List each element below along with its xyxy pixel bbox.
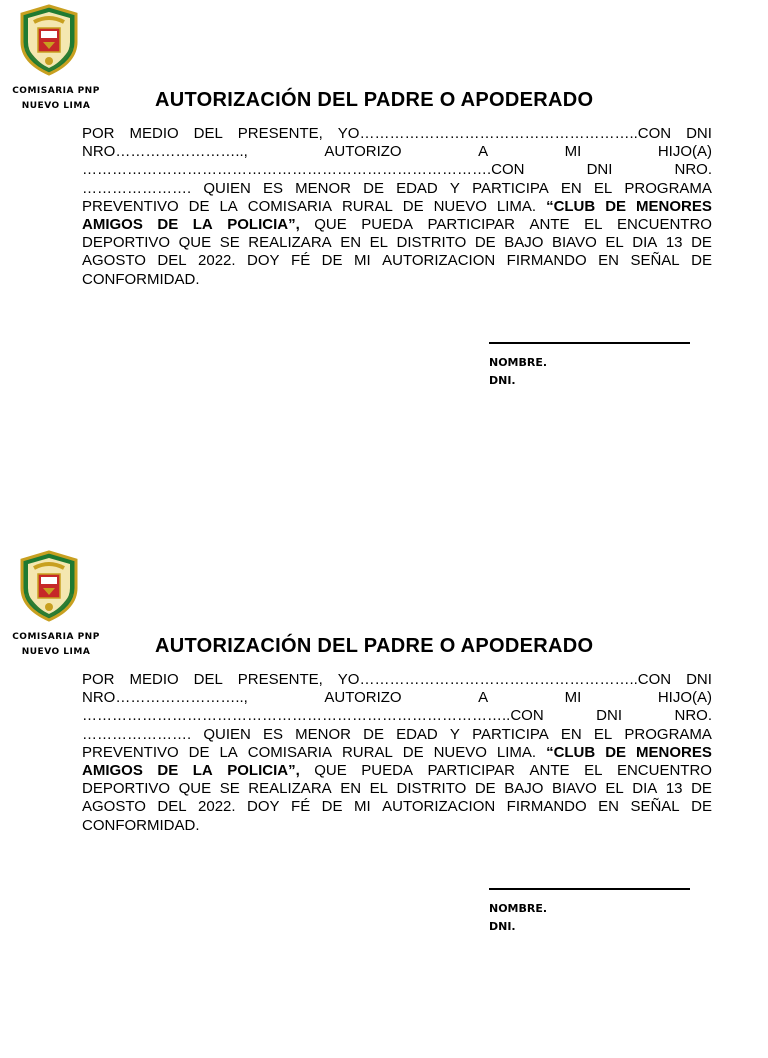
station-name — [6, 84, 106, 114]
paragraph-word: FÉ — [291, 252, 311, 270]
paragraph-word: DNI — [686, 125, 712, 142]
paragraph-word: POLICIA”, — [227, 762, 300, 780]
paragraph-word: RURAL — [341, 743, 393, 761]
paragraph-word: PREVENTIVO — [82, 197, 179, 215]
authorization-form-1 — [0, 0, 768, 512]
paragraph-word: PUEDA — [361, 216, 413, 234]
paragraph-word: DE — [402, 743, 424, 761]
paragraph-word: DEPORTIVO — [82, 780, 171, 798]
paragraph-word: LA — [219, 743, 238, 761]
paragraph-word: EL — [593, 179, 613, 197]
paragraph-word: DEL — [193, 125, 223, 142]
station-name — [6, 630, 106, 660]
paragraph-word: ENCUENTRO — [616, 216, 712, 234]
paragraph-word: EDAD — [396, 179, 438, 197]
paragraph-word: MI — [353, 798, 371, 816]
paragraph-word: AUTORIZO — [324, 689, 402, 707]
paragraph-word: QUE — [178, 780, 212, 798]
paragraph-line-4 — [82, 726, 712, 744]
paragraph-word: QUE — [178, 234, 212, 252]
paragraph-word: AUTORIZACION — [382, 252, 496, 270]
paragraph-word: EN — [560, 725, 582, 743]
paragraph-line-8 — [82, 798, 712, 816]
paragraph-word: DE — [605, 197, 627, 215]
paragraph-word: QUE — [314, 216, 347, 234]
paragraph-word: MI — [564, 689, 582, 707]
paragraph-word: Y — [449, 179, 460, 197]
paragraph-word: POLICIA”, — [227, 216, 300, 234]
paragraph-word: DISTRITO — [396, 780, 467, 798]
paragraph-word: DE — [188, 743, 210, 761]
paragraph-word: COMISARIA — [247, 197, 332, 215]
paragraph-word: EL — [593, 725, 613, 743]
paragraph-word: LA — [192, 216, 213, 234]
paragraph-word: EL — [584, 216, 603, 234]
paragraph-word: AGOSTO — [82, 252, 146, 270]
paragraph-word: MI — [564, 143, 582, 161]
paragraph-line-2 — [82, 143, 712, 161]
paragraph-word: MENOR — [295, 179, 351, 197]
paragraph-word: EL — [369, 234, 388, 252]
paragraph-word: PRESENTE, — [237, 125, 323, 142]
paragraph-word: …………………. — [82, 179, 192, 197]
paragraph-line-1 — [82, 671, 712, 689]
paragraph-word: AMIGOS — [82, 216, 143, 234]
paragraph-word: PARTICIPA — [472, 725, 549, 743]
paragraph-word: …………………………………………………………………………..CON — [82, 707, 544, 725]
paragraph-word: FIRMANDO — [506, 798, 587, 816]
paragraph-word: PARTICIPAR — [427, 762, 516, 780]
paragraph-word: EN — [560, 179, 582, 197]
paragraph-line-7 — [82, 780, 712, 798]
paragraph-word: DEL — [157, 798, 187, 816]
paragraph-word: DOY — [247, 798, 280, 816]
paragraph-word: 2022. — [198, 252, 236, 270]
paragraph-word: AGOSTO — [82, 798, 146, 816]
paragraph-word: DE — [691, 234, 712, 252]
paragraph-word: ES — [262, 725, 283, 743]
paragraph-word: DE — [321, 798, 343, 816]
paragraph-word: PREVENTIVO — [82, 743, 179, 761]
paragraph-word: HIJO(A) — [657, 143, 712, 161]
paragraph-word: YO………………………………………………..CON — [337, 125, 672, 142]
paragraph-word: CONFORMIDAD. — [82, 816, 200, 834]
paragraph-word: DNI — [686, 671, 712, 688]
paragraph-word: AMIGOS — [82, 762, 143, 780]
paragraph-word: LA — [219, 197, 238, 215]
paragraph-word: DE — [605, 743, 627, 761]
paragraph-word: COMISARIA — [247, 743, 332, 761]
paragraph-word: DIA — [632, 780, 658, 798]
paragraph-word: PUEDA — [361, 762, 413, 780]
paragraph-word: SE — [219, 780, 240, 798]
paragraph-word: NRO…………………….., — [82, 143, 248, 161]
paragraph-word: LIMA. — [496, 743, 537, 761]
signature-name-label: NOMBRE. — [489, 356, 548, 369]
paragraph-word: REALIZARA — [248, 780, 332, 798]
paragraph-word: MEDIO — [129, 671, 179, 688]
paragraph-word: CONFORMIDAD. — [82, 270, 200, 288]
paragraph-word: EN — [598, 798, 619, 816]
paragraph-word: ENCUENTRO — [616, 762, 712, 780]
paragraph-word: BIAVO — [552, 780, 597, 798]
signature-line — [489, 888, 690, 890]
signature-line — [489, 342, 690, 344]
paragraph-word: 13 — [665, 234, 683, 252]
paragraph-word: MENORES — [636, 743, 712, 761]
paragraph-word: ES — [262, 179, 283, 197]
form-title: AUTORIZACIÓN DEL PADRE O APODERADO — [155, 89, 594, 111]
paragraph-word: DEPORTIVO — [82, 234, 171, 252]
paragraph-word: EL — [369, 780, 388, 798]
paragraph-line-5 — [82, 744, 712, 762]
paragraph-line-3 — [82, 161, 712, 179]
paragraph-word: “CLUB — [546, 743, 596, 761]
paragraph-word: NRO…………………….., — [82, 689, 248, 707]
paragraph-word: FIRMANDO — [506, 252, 587, 270]
paragraph-word: SEÑAL — [630, 252, 680, 270]
paragraph-word: DE — [474, 780, 496, 798]
paragraph-word: EL — [605, 780, 624, 798]
paragraph-word: QUE — [314, 762, 347, 780]
paragraph-line-6 — [82, 762, 712, 780]
paragraph-word: NRO. — [674, 707, 712, 725]
paragraph-word: FÉ — [291, 798, 311, 816]
paragraph-word: QUIEN — [203, 179, 251, 197]
paragraph-word: MENORES — [636, 197, 712, 215]
paragraph-word: DE — [363, 725, 384, 743]
paragraph-word: DE — [363, 179, 384, 197]
paragraph-word: MEDIO — [129, 125, 179, 142]
paragraph-line-8 — [82, 252, 712, 270]
signature-dni-label: DNI. — [489, 920, 516, 933]
paragraph-word: SEÑAL — [630, 798, 680, 816]
paragraph-word: EL — [584, 762, 603, 780]
paragraph-word: DIA — [632, 234, 658, 252]
paragraph-word: HIJO(A) — [657, 689, 712, 707]
paragraph-word: DE — [321, 252, 343, 270]
station-line-2: NUEVO LIMA — [21, 647, 91, 657]
paragraph-word: DEL — [193, 671, 223, 688]
paragraph-word: DNI — [586, 161, 613, 179]
paragraph-word: LA — [192, 762, 213, 780]
police-crest-icon — [16, 4, 82, 76]
paragraph-word: “CLUB — [546, 197, 596, 215]
paragraph-word: 2022. — [198, 798, 236, 816]
paragraph-word: EN — [340, 234, 362, 252]
paragraph-word: PRESENTE, — [237, 671, 323, 688]
paragraph-word: BIAVO — [552, 234, 597, 252]
paragraph-line-3 — [82, 707, 712, 725]
signature-name-label: NOMBRE. — [489, 902, 548, 915]
paragraph-line-5 — [82, 198, 712, 216]
paragraph-word: Y — [449, 725, 460, 743]
paragraph-line-9 — [82, 271, 712, 289]
paragraph-word: …………………. — [82, 725, 192, 743]
paragraph-word: PARTICIPA — [472, 179, 549, 197]
paragraph-word: EDAD — [396, 725, 438, 743]
paragraph-word: LIMA. — [496, 197, 537, 215]
paragraph-word: EN — [340, 780, 362, 798]
station-line-1: COMISARIA PNP — [12, 632, 100, 642]
police-crest-icon — [16, 550, 82, 622]
paragraph-word: MENOR — [295, 725, 351, 743]
paragraph-word: DISTRITO — [396, 234, 467, 252]
paragraph-word: A — [478, 689, 489, 707]
paragraph-line-9 — [82, 817, 712, 835]
paragraph-word: BAJO — [504, 780, 544, 798]
paragraph-word: POR — [82, 125, 115, 142]
authorization-form-2 — [0, 546, 768, 1058]
paragraph-line-4 — [82, 180, 712, 198]
paragraph-word: POR — [82, 671, 115, 688]
paragraph-line-6 — [82, 216, 712, 234]
authorization-paragraph — [82, 125, 712, 289]
paragraph-word: MI — [353, 252, 371, 270]
paragraph-word: DE — [691, 780, 712, 798]
paragraph-word: PROGRAMA — [624, 179, 712, 197]
paragraph-word: YO………………………………………………..CON — [337, 671, 672, 688]
signature-dni-label: DNI. — [489, 374, 516, 387]
paragraph-word: ANTE — [529, 216, 570, 234]
station-line-2: NUEVO LIMA — [21, 101, 91, 111]
paragraph-word: DE — [402, 197, 424, 215]
paragraph-word: QUIEN — [203, 725, 251, 743]
paragraph-word: DEL — [157, 252, 187, 270]
paragraph-word: 13 — [665, 780, 683, 798]
paragraph-word: ANTE — [529, 762, 570, 780]
paragraph-word: DE — [188, 197, 210, 215]
paragraph-word: RURAL — [341, 197, 393, 215]
authorization-paragraph — [82, 671, 712, 835]
paragraph-word: NUEVO — [433, 743, 487, 761]
paragraph-word: DE — [691, 798, 712, 816]
form-title: AUTORIZACIÓN DEL PADRE O APODERADO — [155, 635, 594, 657]
paragraph-word: DE — [691, 252, 712, 270]
paragraph-word: DOY — [247, 252, 280, 270]
paragraph-word: BAJO — [504, 234, 544, 252]
paragraph-word: A — [478, 143, 489, 161]
station-line-1: COMISARIA PNP — [12, 86, 100, 96]
paragraph-line-7 — [82, 234, 712, 252]
paragraph-word: ……………………………………………………………………….CON — [82, 161, 525, 179]
paragraph-word: REALIZARA — [248, 234, 332, 252]
paragraph-word: EN — [598, 252, 619, 270]
paragraph-word: AUTORIZACION — [382, 798, 496, 816]
paragraph-word: DE — [157, 762, 179, 780]
paragraph-word: NRO. — [674, 161, 712, 179]
paragraph-word: PARTICIPAR — [427, 216, 516, 234]
paragraph-word: DE — [474, 234, 496, 252]
paragraph-word: PROGRAMA — [624, 725, 712, 743]
paragraph-word: DE — [157, 216, 179, 234]
paragraph-line-2 — [82, 689, 712, 707]
paragraph-word: SE — [219, 234, 240, 252]
paragraph-word: DNI — [596, 707, 622, 725]
paragraph-line-1 — [82, 125, 712, 143]
paragraph-word: EL — [605, 234, 624, 252]
paragraph-word: AUTORIZO — [324, 143, 402, 161]
paragraph-word: NUEVO — [433, 197, 487, 215]
